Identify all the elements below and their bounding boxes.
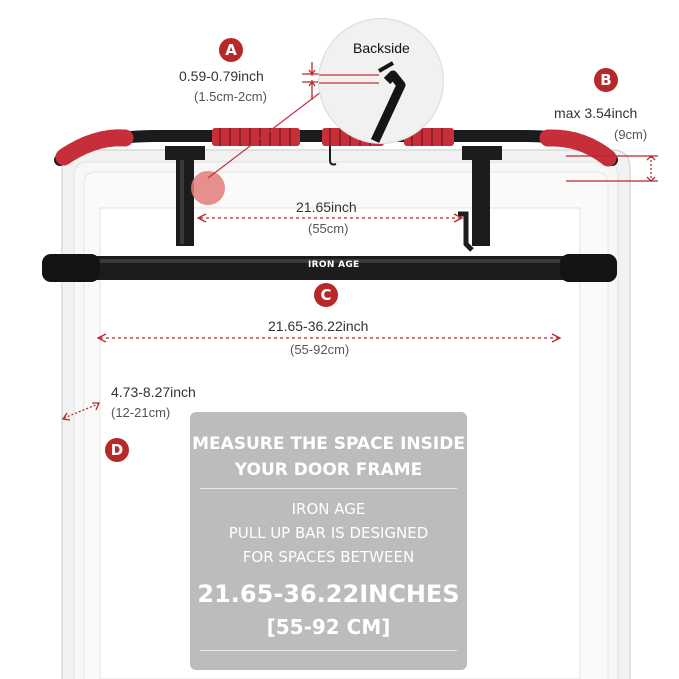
badge-c: C	[314, 283, 338, 307]
badge-d: D	[105, 438, 129, 462]
info-panel	[190, 412, 467, 670]
badge-b: B	[594, 68, 618, 92]
backside-inset	[318, 18, 444, 144]
panel-brand: IRON AGE	[291, 500, 366, 518]
a-cm-label: (1.5cm-2cm)	[194, 89, 267, 104]
panel-range-cm: [55-92 CM]	[266, 615, 391, 639]
panel-heading-line1: MEASURE THE SPACE INSIDE	[192, 434, 465, 454]
panel-heading-line2: YOUR DOOR FRAME	[234, 460, 423, 480]
badge-a: A	[219, 38, 243, 62]
bracket-span-inch-label: 21.65inch	[296, 199, 357, 215]
a-highlight-dot	[191, 171, 225, 205]
backside-label: Backside	[353, 40, 410, 56]
a-inch-label: 0.59-0.79inch	[179, 68, 264, 84]
bar-logo: IRON AGE	[308, 260, 360, 270]
panel-divider-bottom	[200, 650, 457, 651]
panel-body-line2: FOR SPACES BETWEEN	[242, 548, 415, 566]
b-cm-label: (9cm)	[614, 127, 648, 142]
panel-body-line1: PULL UP BAR IS DESIGNED	[228, 524, 429, 542]
c-inch-label: 21.65-36.22inch	[268, 318, 369, 334]
backside-hook-icon	[319, 19, 443, 143]
d-cm-label: (12-21cm)	[111, 405, 171, 420]
b-inch-label: max 3.54inch	[554, 105, 638, 121]
panel-range-inches: 21.65-36.22INCHES	[197, 580, 460, 608]
panel-divider-top	[200, 488, 457, 489]
c-cm-label: (55-92cm)	[290, 342, 350, 357]
d-inch-label: 4.73-8.27inch	[111, 384, 196, 400]
bracket-span-cm-label: (55cm)	[308, 221, 349, 236]
